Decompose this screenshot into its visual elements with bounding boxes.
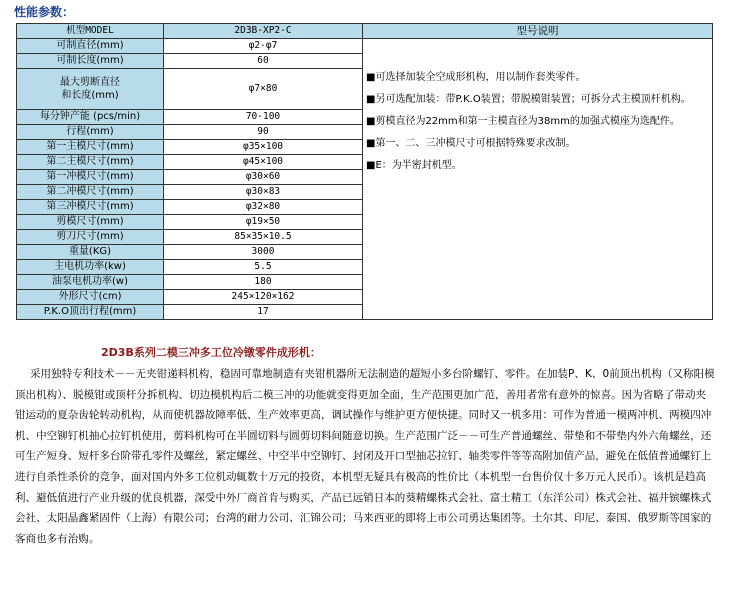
spec-label: 每分钟产能 (pcs/min) [17,110,164,125]
spec-label: 可制直径(mm) [17,39,164,54]
spec-value: φ32×80 [164,200,363,215]
spec-value: φ7×80 [164,69,363,110]
spec-value: 3000 [164,245,363,260]
spec-label: 主电机功率(kw) [17,260,164,275]
spec-label: 第三冲模尺寸(mm) [17,200,164,215]
spec-value: 180 [164,275,363,290]
spec-value: 5.5 [164,260,363,275]
spec-value: 245×120×162 [164,290,363,305]
model-value: 2D3B-XP2-C [164,24,363,39]
model-label: 机型MODEL [17,24,164,39]
description-note: ■剪模直径为22mm和第一主模直径为38mm的加强式模座为选配件。 [366,116,680,127]
description-paragraph: 采用独特专利技术－－无夹钳递料机构，稳固可靠地制造有夹钳机器所无法制造的超短小多台阶螺钉、零件。在加装P、K、0前顶出机构（又称阳模顶出机构）、脱模钳或顶杆分拆机构、切边模机构后二模三冲的功能就变得更加全面，生产范围更加广范，善用者常有意外的惊喜。因为省略了带动夹钳运动的夏杂齿轮转动机构，从而使机器故障率低、生产效率更高，调试操作与维护更方便快捷。同时又一机多用：可作为普通一模两冲机、两模四冲机、中空铆钉机抽心拉钉机使用，剪料机构可在半圆切料与圆剪切料间随意切换。生产范围广泛－－可生产普通螺丝、带垫和不带垫内外六角螺丝，还可生产短身、短杆多台阶带孔零件及螺丝，紧定螺丝、中空半中空铆钉、封闭及开口型抽芯拉钉、轴类零件等等高附加值产品，避免在低值普通螺钉上进行自杀性杀价的竞争，面对国内外多工位机动辄数十万元的投资，本机型无疑具有极高的性价比（本机型一台售价仅十多万元人民币）。该机是趋高利、避低值进行产业升级的优良机器，深受中外厂商首肯与购买，产品已远销日本的葵精螺株式会社、富士精工（东洋公司）株式会社、福井镔螺株式会社、太阳晶鑫紧固件（上海）有限公司；台湾的耐力公司、汇锦公司；马来西亚的即将上市公司勇达集团等。土尔其、印尼、泰国、俄罗斯等国家的客商也多有治购。 [15,368,715,545]
description-note: ■可选择加装全空成形机构，用以制作套类零件。 [366,72,586,83]
description-note: ■E：为半密封机型。 [366,160,462,171]
spec-label: 第一主模尺寸(mm) [17,140,164,155]
spec-label: P.K.O顶出行程(mm) [17,305,164,320]
spec-value: 70-100 [164,110,363,125]
spec-label: 第一冲模尺寸(mm) [17,170,164,185]
spec-label: 重量(KG) [17,245,164,260]
spec-value: 17 [164,305,363,320]
spec-table [16,23,713,320]
spec-value: φ45×100 [164,155,363,170]
spec-value: φ30×60 [164,170,363,185]
spec-label: 剪刀尺寸(mm) [17,230,164,245]
spec-label: 第二主模尺寸(mm) [17,155,164,170]
spec-value: φ19×50 [164,215,363,230]
spec-label: 行程(mm) [17,125,164,140]
spec-value: 60 [164,54,363,69]
spec-value: φ35×100 [164,140,363,155]
description-note: ■第一、二、三冲模尺寸可根据特殊要求改制。 [366,138,576,149]
spec-value: φ2-φ7 [164,39,363,54]
model-description [363,39,713,320]
description-note: ■另可选配加装：带P.K.O装置；带脱模钳装置；可拆分式主模顶杆机构。 [366,94,691,105]
spec-value: 90 [164,125,363,140]
page-title: 性能参数： [14,5,75,19]
model-description-header: 型号说明 [363,24,713,39]
spec-value: 85×35×10.5 [164,230,363,245]
spec-label: 可制长度(mm) [17,54,164,69]
spec-label: 第二冲模尺寸(mm) [17,185,164,200]
spec-table-header [17,24,713,39]
spec-label: 最大剪断直径 和长度(mm) [17,69,164,110]
spec-row [17,39,713,54]
spec-value: φ30×83 [164,185,363,200]
spec-label: 剪模尺寸(mm) [17,215,164,230]
spec-label: 外形尺寸(cm) [17,290,164,305]
spec-label: 油泵电机功率(w) [17,275,164,290]
section-title: 2D3B系列二模三冲多工位冷镦零件成形机： [101,346,321,359]
